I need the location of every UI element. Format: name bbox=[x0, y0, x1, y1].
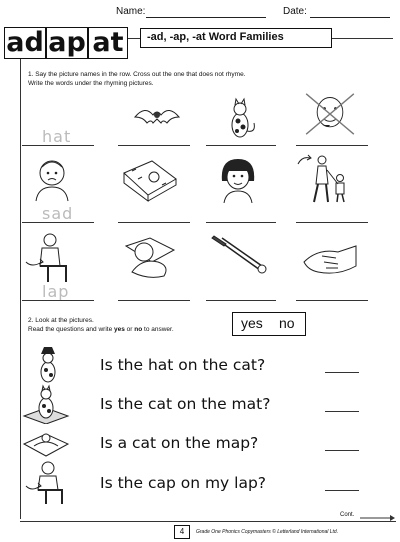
section2-instruction-line1: 2. Look at the pictures. bbox=[28, 317, 94, 324]
dad-child-picture bbox=[296, 152, 360, 204]
page-number: 4 bbox=[174, 525, 190, 539]
family-letters-ap: ap bbox=[48, 27, 86, 58]
question-2: Is the cat on the mat? bbox=[100, 395, 271, 413]
footer-credit: Grade One Phonics Copymasters © Letterland International Ltd. bbox=[196, 529, 339, 535]
write-line[interactable] bbox=[296, 222, 368, 223]
trace-word-hat: hat bbox=[42, 127, 72, 146]
answer-line[interactable] bbox=[325, 450, 359, 451]
family-title-box bbox=[140, 28, 332, 48]
choice-yes: yes bbox=[241, 315, 263, 331]
date-field[interactable] bbox=[310, 17, 390, 18]
family-letters-ad: ad bbox=[6, 27, 44, 58]
cap-on-lap-picture bbox=[24, 460, 70, 504]
section2-instruction-line2: Read the questions and write yes or no to answer. bbox=[28, 326, 174, 333]
cat-on-map-picture bbox=[22, 424, 70, 462]
family-box-ap bbox=[46, 27, 88, 59]
write-line[interactable] bbox=[22, 145, 94, 146]
name-field[interactable] bbox=[146, 17, 266, 18]
write-line[interactable] bbox=[206, 145, 276, 146]
family-box-at bbox=[88, 27, 128, 59]
section1-instructions bbox=[28, 70, 388, 88]
cat-on-mat-picture bbox=[22, 384, 70, 424]
write-line[interactable] bbox=[296, 300, 368, 301]
family-title: -ad, -ap, -at Word Families bbox=[147, 31, 284, 43]
write-line[interactable] bbox=[22, 300, 94, 301]
answer-line[interactable] bbox=[325, 411, 359, 412]
write-line[interactable] bbox=[296, 145, 368, 146]
name-label: Name: bbox=[116, 6, 146, 17]
write-line[interactable] bbox=[118, 222, 190, 223]
choice-no: no bbox=[279, 315, 295, 331]
question-1: Is the hat on the cat? bbox=[100, 356, 266, 374]
answer-line[interactable] bbox=[325, 490, 359, 491]
hat-on-cat-picture bbox=[28, 344, 68, 384]
family-box-ad bbox=[4, 27, 46, 59]
family-letters-at: at bbox=[92, 27, 124, 58]
continued-label: Cont. bbox=[340, 512, 355, 518]
crossed-out-picture bbox=[300, 92, 360, 136]
section1-instruction-line2: Write the words under the rhyming pictures. bbox=[28, 80, 154, 87]
bed-picture bbox=[118, 155, 182, 203]
write-line[interactable] bbox=[206, 300, 276, 301]
section1-instruction-line1: 1. Say the picture names in the row. Cross out the one that does not rhyme. bbox=[28, 71, 246, 78]
safety-pin-picture bbox=[210, 232, 270, 280]
section2-instructions bbox=[28, 316, 238, 334]
question-3: Is a cat on the map? bbox=[100, 434, 259, 452]
write-line[interactable] bbox=[118, 300, 190, 301]
map-picture bbox=[118, 232, 182, 280]
trace-word-sad: sad bbox=[42, 204, 74, 223]
cat-picture bbox=[210, 95, 270, 139]
date-label: Date: bbox=[283, 6, 307, 17]
lap-picture bbox=[22, 232, 82, 284]
question-4: Is the cap on my lap? bbox=[100, 474, 267, 492]
write-line[interactable] bbox=[118, 145, 190, 146]
sad-boy-picture bbox=[22, 155, 82, 203]
answer-line[interactable] bbox=[325, 372, 359, 373]
girl-picture bbox=[208, 155, 268, 203]
write-line[interactable] bbox=[206, 222, 276, 223]
footer-rule bbox=[20, 521, 396, 522]
yes-no-box bbox=[232, 312, 306, 336]
write-line[interactable] bbox=[22, 222, 94, 223]
clap-picture bbox=[298, 232, 362, 280]
trace-word-lap: lap bbox=[42, 282, 70, 301]
bat-picture bbox=[127, 95, 187, 139]
